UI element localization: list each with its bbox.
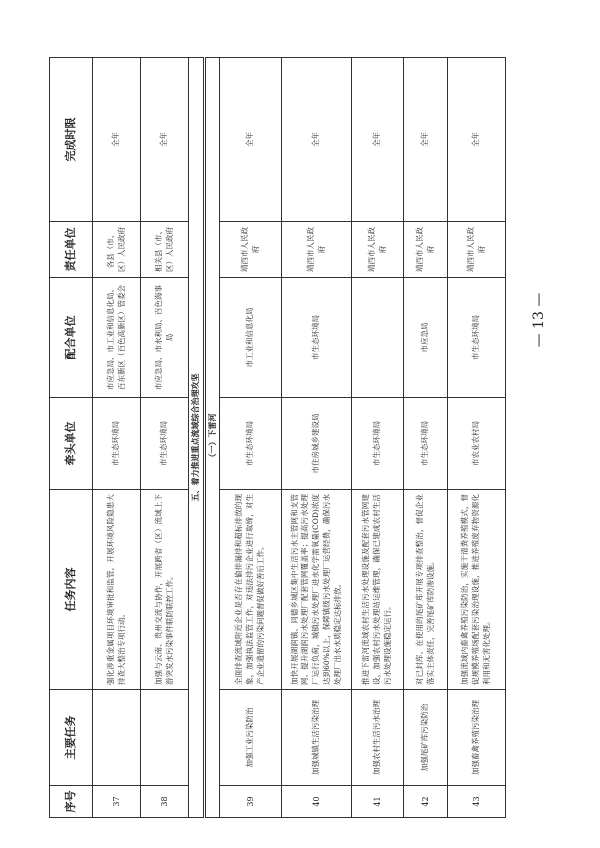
row-deadline: 全年 [404,58,448,222]
table-header-row [50,58,93,818]
row-seq: 37 [93,786,141,818]
row-deadline: 全年 [282,58,352,222]
table-row [93,58,141,818]
row-resp: 靖西市人民政府 [448,222,506,278]
row-seq: 40 [282,786,352,818]
row-task [93,690,141,786]
row-content: 对已封库、在使用的尾矿库开展专项排查整治，督促企业落实主体责任，完善尾矿库防渗设施。 [404,490,448,690]
header-lead-unit: 牵头单位 [50,398,93,490]
table-row [141,58,189,818]
section-heading: 五、着力推进重点流域综合治理攻坚 [189,58,205,818]
row-resp: 靖西市人民政府 [282,222,352,278]
row-seq: 42 [404,786,448,818]
row-resp: 相关县（市、区）人民政府 [141,222,189,278]
row-coop: 市应急局 [404,278,448,398]
row-deadline: 全年 [352,58,404,222]
row-seq: 39 [220,786,282,818]
row-content: 加快开展湖润镇、同德乡城区集中生活污水主管网和支管网、提升湖润污水处理厂配套管网覆盖率；提高污水处理厂运行负荷，城镇污水处理厂进水化学需氧量(COD)浓度达到60%以上，保障镇级污水处理厂运营经费，确保污水处理厂出水水质稳定达标排放。 [282,490,352,690]
row-content: 强化涉重金属项目环境审批和监管，开展环境风险隐患大排查大整治专项行动。 [93,490,141,690]
subsection-heading: （一）下雷河 [204,58,220,818]
rotated-landscape-page [49,58,535,818]
row-task: 加强城镇生活污染治理 [282,690,352,786]
row-deadline: 全年 [220,58,282,222]
header-seq: 序号 [50,786,93,818]
row-deadline: 全年 [93,58,141,222]
row-coop [352,278,404,398]
row-task [141,690,189,786]
row-coop: 市工业和信息化局 [220,278,282,398]
row-task: 加强农村生活污水治理 [352,690,404,786]
row-lead: 市农业农村局 [448,398,506,490]
section-heading-row [189,58,205,818]
row-coop: 市生态环境局 [282,278,352,398]
row-task: 加强畜禽养殖污染治理 [448,690,506,786]
row-lead: 市生态环境局 [141,398,189,490]
row-resp: 靖西市人民政府 [404,222,448,278]
row-task: 加强工业污染防治 [220,690,282,786]
row-resp: 靖西市人民政府 [352,222,404,278]
row-task: 加强尾矿库污染防治 [404,690,448,786]
subsection-heading-row [204,58,220,818]
header-deadline: 完成时限 [50,58,93,222]
row-deadline: 全年 [448,58,506,222]
task-table [49,57,506,818]
row-lead: 市生态环境局 [352,398,404,490]
row-lead: 市生态环境局 [220,398,282,490]
row-deadline: 全年 [141,58,189,222]
row-resp: 靖西市人民政府 [220,222,282,278]
row-coop: 市应急局、市工业和信息化局、百东新区（百色高新区）管委会 [93,278,141,398]
header-resp-unit: 责任单位 [50,222,93,278]
row-lead: 市住房城乡建设局 [282,398,352,490]
header-task: 主要任务 [50,690,93,786]
header-content: 任务内容 [50,490,93,690]
table-row [220,58,282,818]
row-content: 加强流域内畜禽养殖污染防治，实施干清粪养殖模式，督促规模养殖场配套污染治理设施，推进养殖废弃物资源化利用和无害化处理。 [448,490,506,690]
row-lead: 市生态环境局 [93,398,141,490]
header-coop-unit: 配合单位 [50,278,93,398]
table-row [352,58,404,818]
row-coop: 市应急局、市水利局、百色海事局 [141,278,189,398]
table-row [448,58,506,818]
page-number: — 13 — [531,292,547,348]
row-coop: 市生态环境局 [448,278,506,398]
row-resp: 各县（市、区）人民政府 [93,222,141,278]
table-row [404,58,448,818]
row-lead: 市生态环境局 [404,398,448,490]
row-seq: 43 [448,786,506,818]
row-seq: 38 [141,786,189,818]
row-content: 全面排查流域附近企业是否存在偷排漏排和超标排放的现象，加强执法监管工作，对违法排污企业进行取缔，对生产企业遗留的污染问题督促做好善后工作。 [220,490,282,690]
row-content: 推进下雷河流域农村生活污水处理设施及配套污水管网建设，加强农村污水处理站运维管理，确保已建成农村生活污水处理设施稳定运行。 [352,490,404,690]
row-seq: 41 [352,786,404,818]
row-content: 加强与云南、贵州交流与协作，开展跨省（区）流域上下游突发水污染事件联防联控工作。 [141,490,189,690]
table-row [282,58,352,818]
